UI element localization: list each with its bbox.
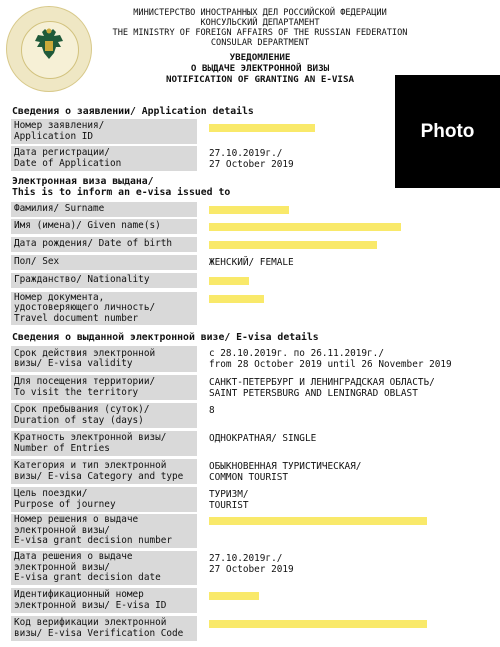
label-given-names: Имя (имена)/ Given name(s) — [11, 219, 197, 234]
redacted-surname — [209, 206, 289, 214]
label-purpose-of-journey: Цель поездки/ Purpose of journey — [11, 487, 197, 512]
section-application-details: Сведения о заявлении/ Application details — [12, 106, 254, 117]
redacted-evisa-id — [209, 592, 259, 600]
label-nationality: Гражданство/ Nationality — [11, 273, 197, 288]
value-number-of-entries: ОДНОКРАТНАЯ/ SINGLE — [209, 433, 317, 444]
label-date-of-birth: Дата рождения/ Date of birth — [11, 237, 197, 252]
label-registration-date: Дата регистрации/ Date of Application — [11, 146, 197, 171]
label-number-of-entries: Кратность электронной визы/ Number of Entries — [11, 431, 197, 456]
label-grant-decision-number: Номер решения о выдаче электронной визы/ E-visa grant decision number — [11, 514, 197, 548]
ministry-ru: МИНИСТЕРСТВО ИНОСТРАННЫХ ДЕЛ РОССИЙСКОЙ ФЕДЕРАЦИИ — [133, 8, 387, 18]
value-duration-of-stay: 8 — [209, 405, 215, 416]
redacted-travel-document — [209, 295, 264, 303]
label-evisa-category: Категория и тип электронной визы/ E-visa Category and type — [11, 459, 197, 484]
redacted-application-id — [209, 124, 315, 132]
double-headed-eagle-icon — [27, 25, 71, 69]
value-sex: ЖЕНСКИЙ/ FEMALE — [209, 257, 294, 268]
section-evisa-details: Сведения о выданной электронной визе/ E-visa details — [12, 332, 319, 343]
value-territory: САНКТ-ПЕТЕРБУРГ И ЛЕНИНГРАДСКАЯ ОБЛАСТЬ/ SAINT PETERSBURG AND LENINGRAD OBLAST — [209, 377, 435, 399]
label-territory: Для посещения территории/ To visit the territory — [11, 375, 197, 400]
label-travel-document: Номер документа, удостоверяющего личность/ Travel document number — [11, 292, 197, 325]
value-grant-decision-date: 27.10.2019г./ 27 October 2019 — [209, 553, 294, 575]
department-ru: КОНСУЛЬСКИЙ ДЕПАРТАМЕНТ — [200, 18, 320, 28]
redacted-grant-decision-number — [209, 517, 427, 525]
title-ru-2: О ВЫДАЧЕ ЭЛЕКТРОННОЙ ВИЗЫ — [190, 63, 330, 74]
label-grant-decision-date: Дата решения о выдаче электронной визы/ E-visa grant decision date — [11, 551, 197, 585]
title-en: NOTIFICATION OF GRANTING AN E-VISA — [165, 74, 355, 85]
label-sex: Пол/ Sex — [11, 255, 197, 270]
mfa-emblem-seal — [6, 6, 92, 92]
notification-title — [95, 52, 425, 85]
label-verification-code: Код верификации электронной визы/ E-visa Verification Code — [11, 616, 197, 641]
redacted-date-of-birth — [209, 241, 377, 249]
ministry-en: THE MINISTRY OF FOREIGN AFFAIRS OF THE RUSSIAN FEDERATION — [112, 28, 408, 38]
label-evisa-id: Идентификационный номер электронной визы/ E-visa ID — [11, 588, 197, 613]
department-en: CONSULAR DEPARTMENT — [210, 38, 310, 48]
section-issued-to: Электронная виза выдана/ This is to inform an e-visa issued to — [12, 176, 231, 198]
redacted-verification-code — [209, 620, 427, 628]
value-evisa-category: ОБЫКНОВЕННАЯ ТУРИСТИЧЕСКАЯ/ COMMON TOURIST — [209, 461, 362, 483]
photo-placeholder: Photo — [395, 75, 500, 188]
value-evisa-validity: с 28.10.2019г. по 26.11.2019г./ from 28 October 2019 until 26 November 2019 — [209, 348, 452, 370]
value-registration-date: 27.10.2019г./ 27 October 2019 — [209, 148, 294, 170]
value-purpose-of-journey: ТУРИЗМ/ TOURIST — [209, 489, 249, 511]
label-evisa-validity: Срок действия электронной визы/ E-visa validity — [11, 346, 197, 372]
label-surname: Фамилия/ Surname — [11, 202, 197, 217]
label-application-id: Номер заявления/ Application ID — [11, 119, 197, 144]
redacted-nationality — [209, 277, 249, 285]
title-ru-1: УВЕДОМЛЕНИЕ — [229, 52, 291, 63]
label-duration-of-stay: Срок пребывания (суток)/ Duration of stay (days) — [11, 403, 197, 428]
ministry-header — [95, 8, 425, 48]
redacted-given-names — [209, 223, 401, 231]
